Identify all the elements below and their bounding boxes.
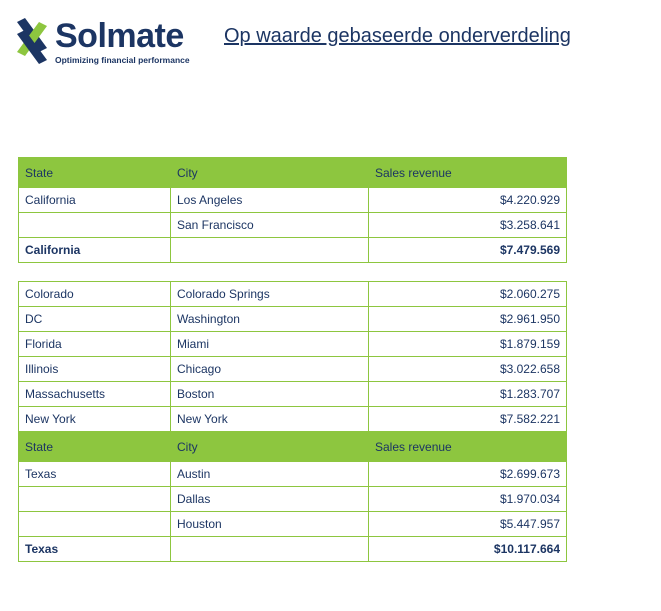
cell-city: Los Angeles [171,188,369,213]
table-row [19,382,567,407]
sales-table-california [18,157,567,263]
cell-city: Miami [171,332,369,357]
table-row [19,512,567,537]
table-header-row [19,432,567,462]
column-header-city: City [171,158,369,188]
cell-sales-revenue: $4.220.929 [369,188,567,213]
cell-sales-revenue: $3.022.658 [369,357,567,382]
cell-sales-revenue: $7.582.221 [369,407,567,432]
cell-city: Houston [171,512,369,537]
cell-sales-revenue: $2.060.275 [369,282,567,307]
cell-city: Colorado Springs [171,282,369,307]
solmate-logo [15,16,195,66]
cell-state: California [19,188,171,213]
total-city [171,537,369,562]
cell-state: Florida [19,332,171,357]
cell-sales-revenue: $3.258.641 [369,213,567,238]
table-row [19,332,567,357]
table-row [19,407,567,432]
cell-sales-revenue: $2.961.950 [369,307,567,332]
cell-city: San Francisco [171,213,369,238]
cell-sales-revenue: $1.879.159 [369,332,567,357]
column-header-sales-revenue: Sales revenue [369,432,567,462]
cell-state: Texas [19,462,171,487]
table-row [19,357,567,382]
cell-state: Colorado [19,282,171,307]
cell-state: DC [19,307,171,332]
cell-city: New York [171,407,369,432]
table-header-row [19,158,567,188]
cell-state: Illinois [19,357,171,382]
cell-state: Massachusetts [19,382,171,407]
table-row [19,307,567,332]
table-row [19,188,567,213]
cell-sales-revenue: $1.283.707 [369,382,567,407]
table-total-row [19,238,567,263]
table-row [19,213,567,238]
table-row [19,487,567,512]
cell-state [19,512,171,537]
logo-name: Solmate [55,17,184,55]
total-city [171,238,369,263]
total-sales-revenue: $7.479.569 [369,238,567,263]
solmate-logo-icon [15,18,49,64]
cell-state [19,213,171,238]
table-row [19,282,567,307]
logo-tagline: Optimizing financial performance [55,55,190,65]
cell-city: Austin [171,462,369,487]
table-row [19,462,567,487]
table-total-row [19,537,567,562]
total-label: Texas [19,537,171,562]
total-sales-revenue: $10.117.664 [369,537,567,562]
column-header-sales-revenue: Sales revenue [369,158,567,188]
cell-sales-revenue: $5.447.957 [369,512,567,537]
total-label: California [19,238,171,263]
cell-sales-revenue: $2.699.673 [369,462,567,487]
cell-city: Dallas [171,487,369,512]
cell-city: Washington [171,307,369,332]
cell-city: Boston [171,382,369,407]
sales-table-other-states [18,281,567,562]
cell-state: New York [19,407,171,432]
column-header-state: State [19,158,171,188]
cell-sales-revenue: $1.970.034 [369,487,567,512]
column-header-state: State [19,432,171,462]
cell-city: Chicago [171,357,369,382]
column-header-city: City [171,432,369,462]
page-title[interactable]: Op waarde gebaseerde onderverdeling [224,25,571,47]
cell-state [19,487,171,512]
